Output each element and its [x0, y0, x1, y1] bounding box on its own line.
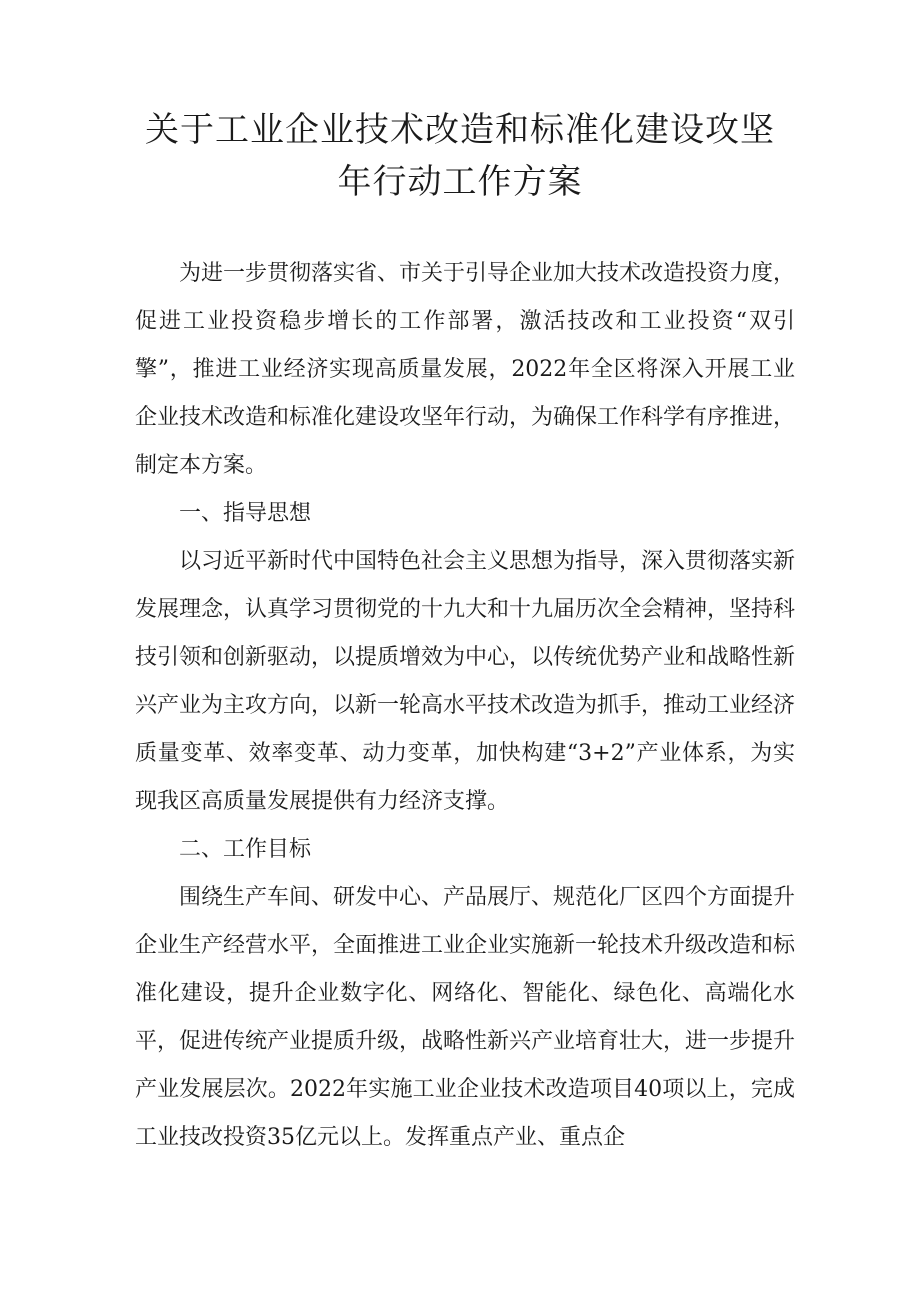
work-goals-paragraph: 围绕生产车间、研发中心、产品展厅、规范化厂区四个方面提升企业生产经营水平，全面推进工业企业实施新一轮技术升级改造和标准化建设，提升企业数字化、网络化、智能化、绿色化、高端化水平，促进传统产业提质升级，战略性新兴产业培育壮大，进一步提升产业发展层次。2022年实施工业企业技术改造项目40项以上，完成工业技改投资35亿元以上。发挥重点产业、重点企	[135, 885, 796, 1150]
document-title	[130, 104, 790, 208]
guiding-ideology-paragraph: 以习近平新时代中国特色社会主义思想为指导，深入贯彻落实新发展理念，认真学习贯彻党的十九大和十九届历次全会精神，坚持科技引领和创新驱动，以提质增效为中心，以传统优势产业和战略性新兴产业为主攻方向，以新一轮高水平技术改造为抓手，推动工业经济质量变革、效率变革、动力变革，加快构建“3+2”产业体系，为实现我区高质量发展提供有力经济支撑。	[135, 549, 796, 814]
document-body	[135, 250, 795, 1162]
intro-paragraph: 为进一步贯彻落实省、市关于引导企业加大技术改造投资力度，促进工业投资稳步增长的工作部署，激活技改和工业投资“双引擎”，推进工业经济实现高质量发展，2022年全区将深入开展工业企业技术改造和标准化建设攻坚年行动，为确保工作科学有序推进，制定本方案。	[135, 261, 796, 478]
section-heading-guiding-ideology: 一、指导思想	[179, 501, 312, 526]
section-heading-work-goals: 二、工作目标	[179, 837, 312, 862]
title-line-1: 关于工业企业技术改造和标准化建设攻坚	[145, 110, 775, 150]
title-line-2: 年行动工作方案	[337, 162, 583, 202]
